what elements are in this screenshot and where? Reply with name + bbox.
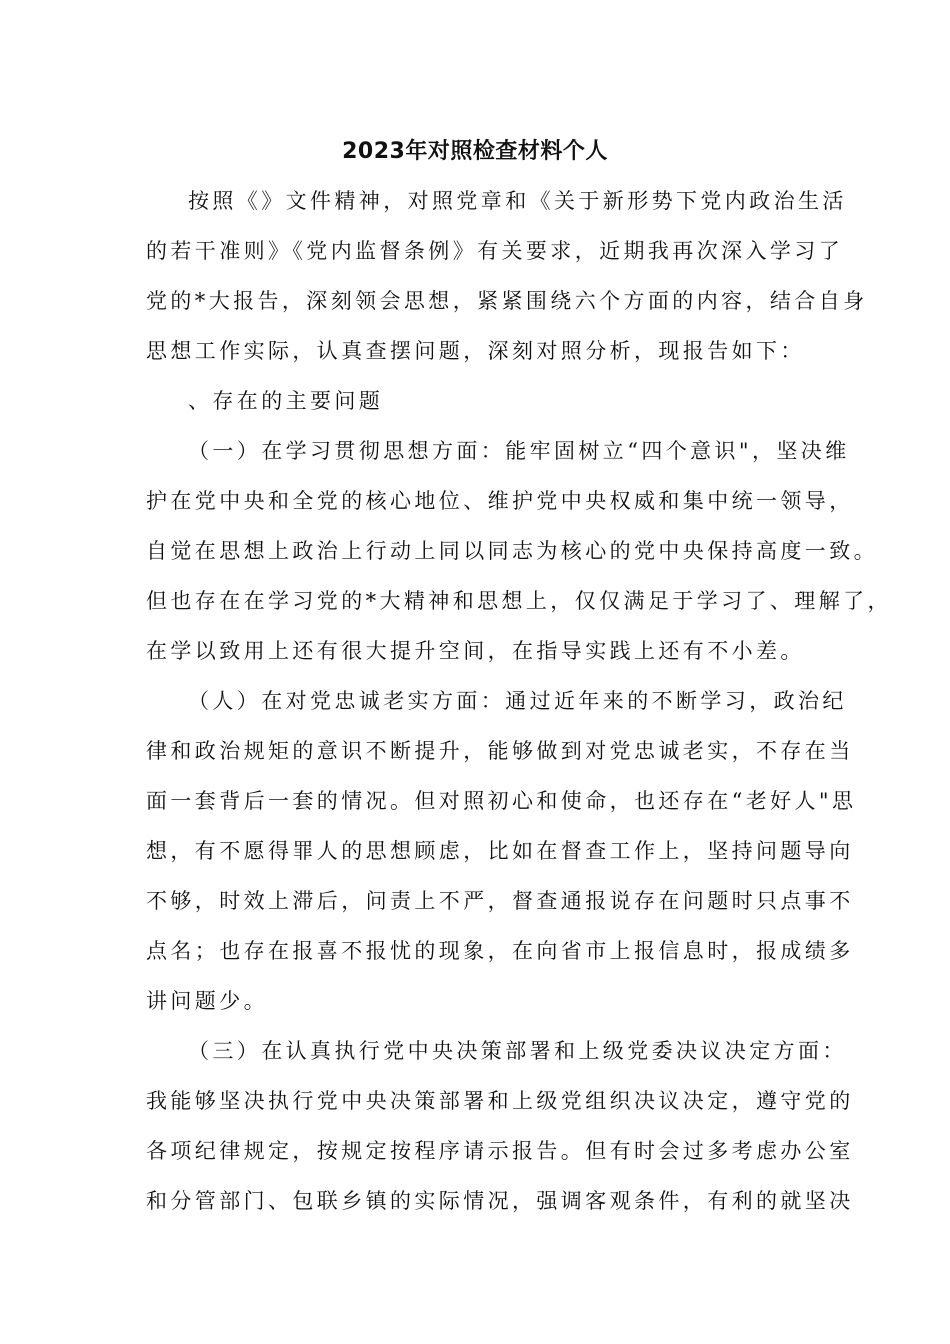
paragraph-line: 思想工作实际，认真查摆问题，深刻对照分析，现报告如下： — [146, 339, 805, 363]
paragraph-line: 党的*大报告，深刻领会思想，紧紧围绕六个方面的内容，结合自身 — [146, 289, 868, 313]
paragraph-line: （一）在学习贯彻思想方面：能牢固树立“四个意识"，坚决维 — [188, 439, 850, 463]
paragraph-line: （人）在对党忠诚老实方面：通过近年来的不断学习，政治纪 — [188, 689, 847, 713]
paragraph-line: 面一套背后一套的情况。但对照初心和使命，也还存在“老好人"思 — [146, 789, 857, 813]
section-heading: 、存在的主要问题 — [188, 389, 384, 413]
document-title: 2023年对照检查材料个人 — [342, 139, 608, 164]
paragraph-line: 但也存在在学习党的*大精神和思想上，仅仅满足于学习了、理解了， — [146, 589, 892, 613]
paragraph-line: 讲问题少。 — [146, 989, 268, 1013]
paragraph-line: 护在党中央和全党的核心地位、维护党中央权威和集中统一领导， — [146, 489, 854, 513]
paragraph-line: 自觉在思想上政治上行动上同以同志为核心的党中央保持高度一致。 — [146, 539, 878, 563]
paragraph-line: 想，有不愿得罪人的思想顾虑，比如在督查工作上，坚持问题导向 — [146, 839, 854, 863]
paragraph-line: 的若干准则》《党内监督条例》有关要求，近期我再次深入学习了 — [146, 239, 844, 263]
paragraph-line: 各项纪律规定，按规定按程序请示报告。但有时会过多考虑办公室 — [146, 1139, 854, 1163]
paragraph-line: 在学以致用上还有很大提升空间，在指导实践上还有不小差。 — [146, 639, 805, 663]
paragraph-line: 我能够坚决执行党中央决策部署和上级党组织决议决定，遵守党的 — [146, 1089, 854, 1113]
paragraph-line: 和分管部门、包联乡镇的实际情况，强调客观条件，有利的就坚决 — [146, 1189, 854, 1213]
paragraph-line: 点名；也存在报喜不报忧的现象，在向省市上报信息时，报成绩多 — [146, 939, 854, 963]
paragraph-line: 不够，时效上滞后，问责上不严，督查通报说存在问题时只点事不 — [146, 889, 854, 913]
paragraph-line: 按照《》文件精神，对照党章和《关于新形势下党内政治生活 — [188, 189, 847, 213]
paragraph-line: （三）在认真执行党中央决策部署和上级党委决议决定方面： — [188, 1039, 847, 1063]
paragraph-line: 律和政治规矩的意识不断提升，能够做到对党忠诚老实，不存在当 — [146, 739, 854, 763]
